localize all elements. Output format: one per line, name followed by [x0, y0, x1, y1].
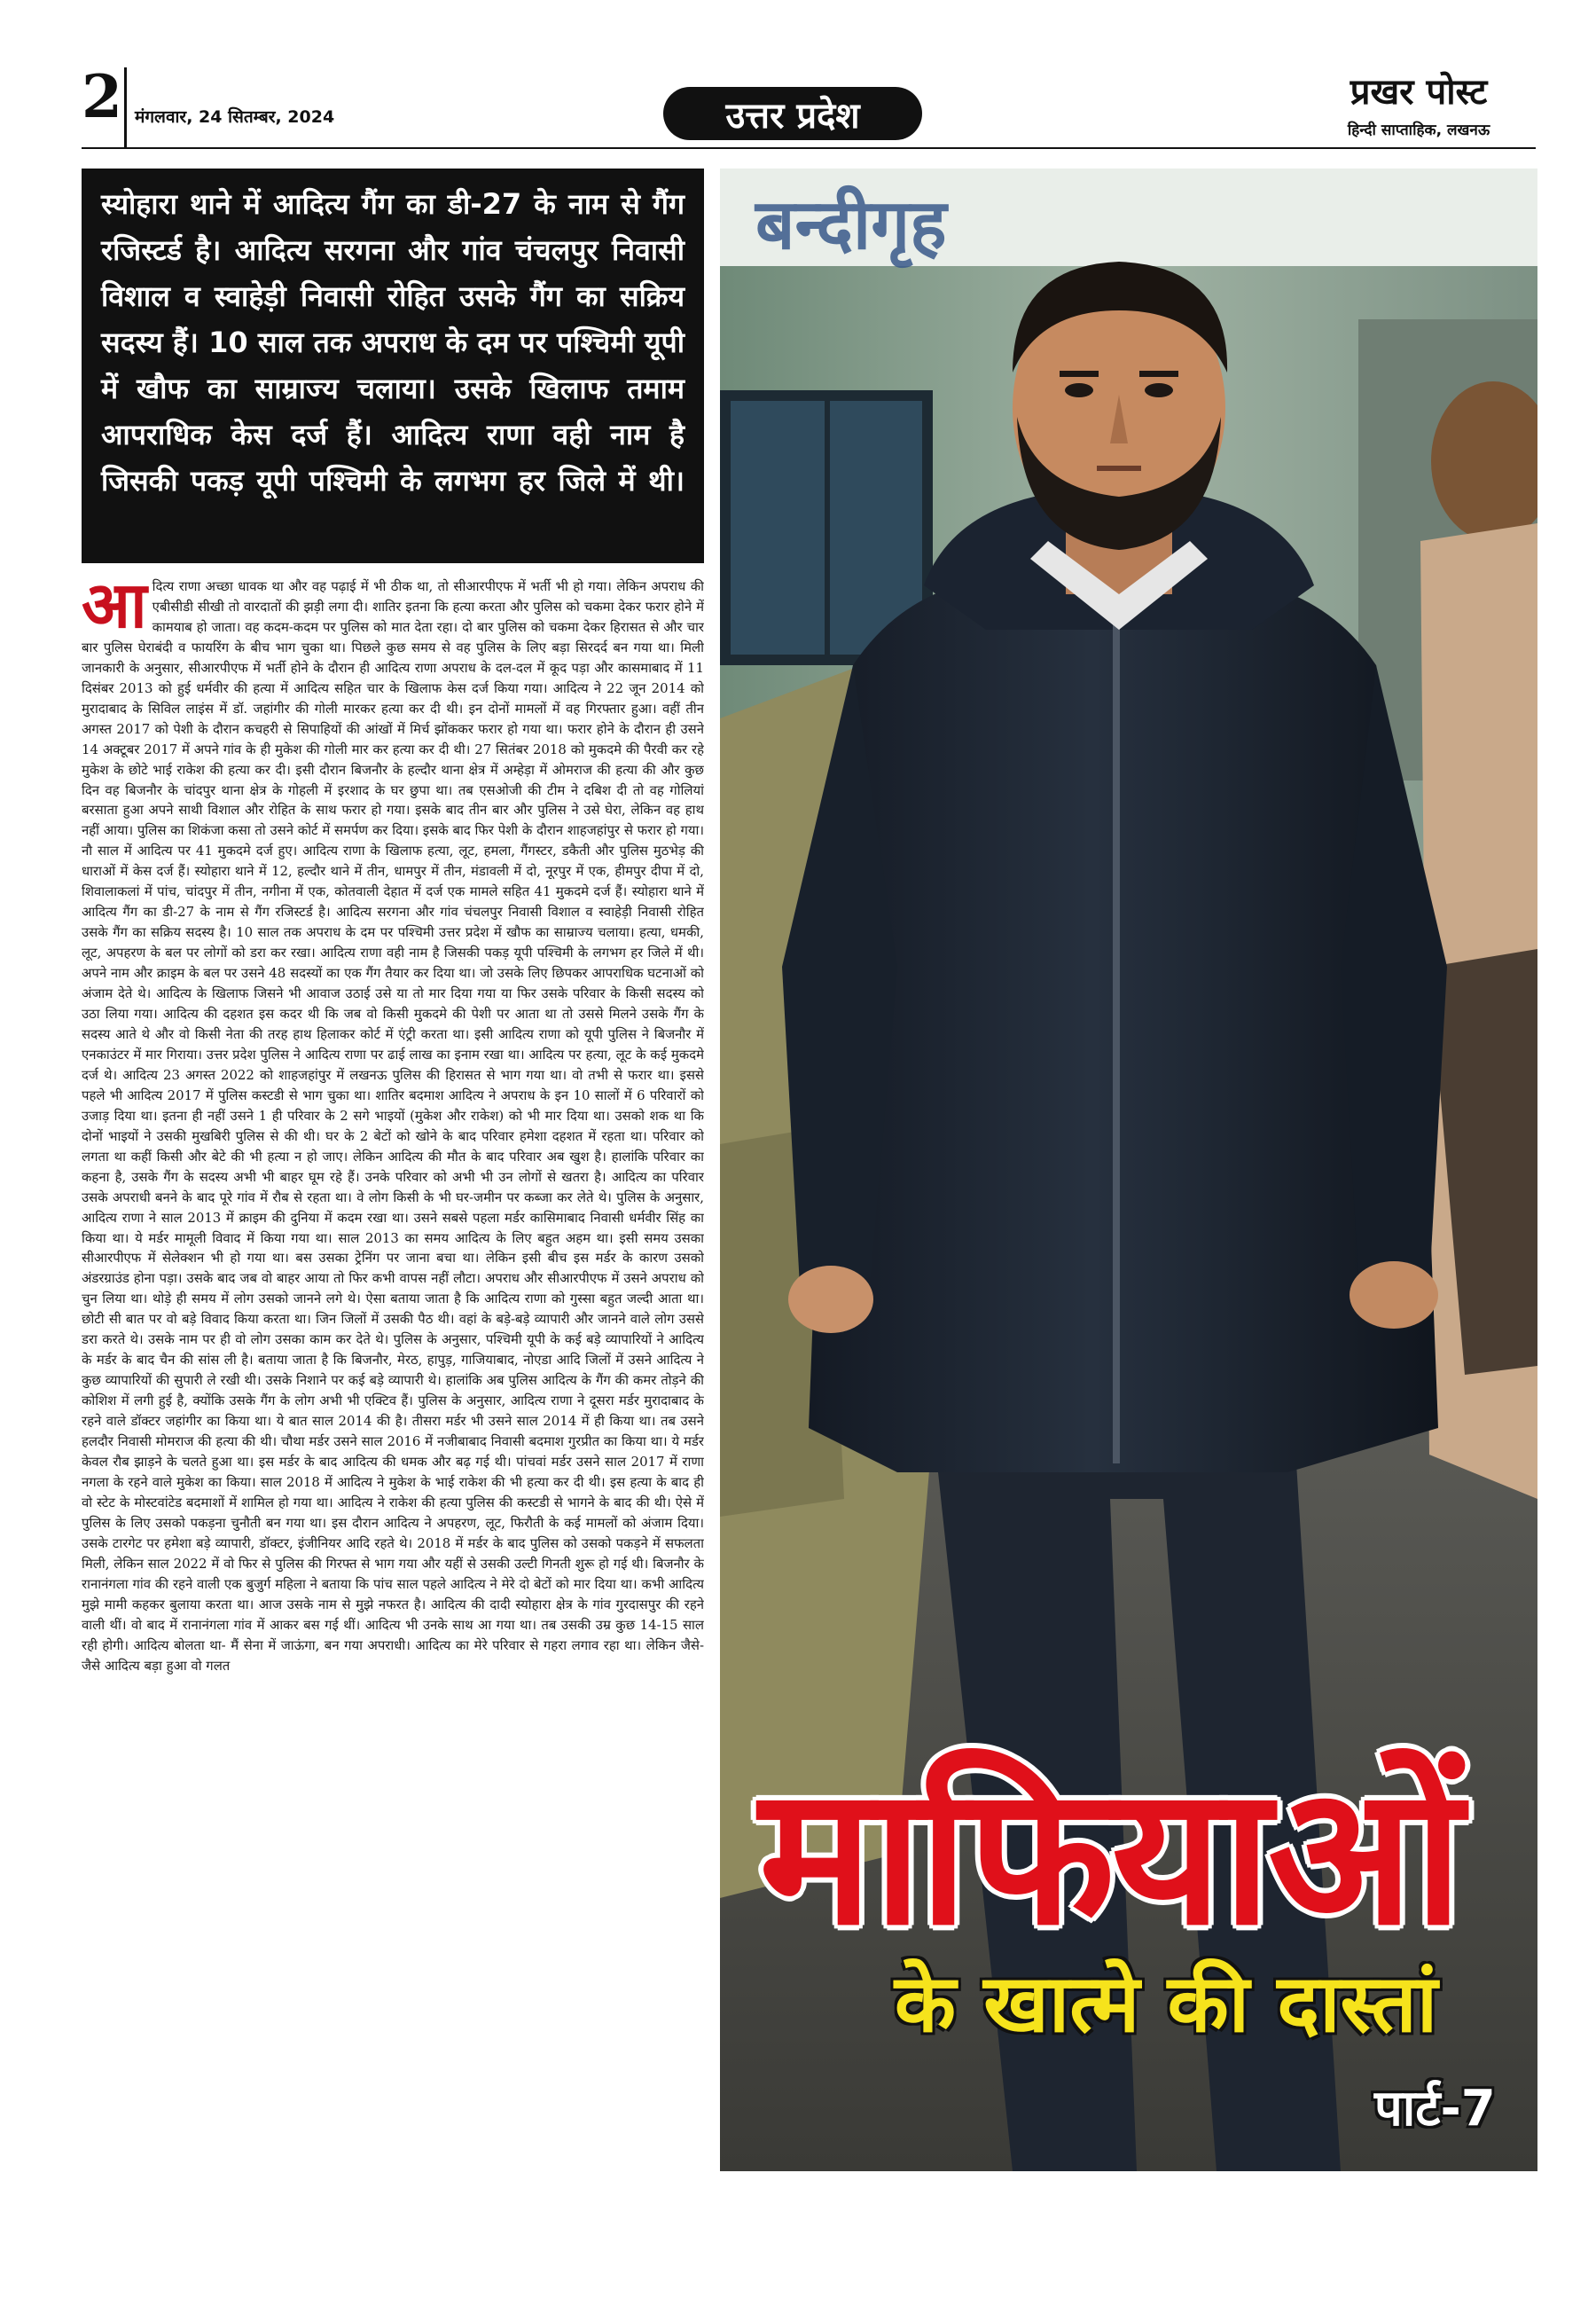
drop-cap: आ — [82, 577, 147, 642]
header-rule — [82, 147, 1536, 149]
wall-sign-text: बन्दीगृह — [755, 185, 947, 265]
pull-quote-text: स्योहारा थाने में आदित्य गैंग का डी-27 के नाम से गैंग रजिस्टर्ड है। आदित्य सरगना और गांव चंचलपुर निवासी विशाल व स्वाहेड़ी निवासी रोहित उसके गैंग का सक्रिय सदस्य हैं। 10 साल तक अपराध के दम पर पश्चिमी यूपी में खौफ का साम्राज्य चलाया। उसके खिलाफ तमाम आपराधिक केस दर्ज हैं। आदित्य राणा वही नाम है जिसकी पकड़ यूपी पश्चिमी के लगभग हर जिले में थी। — [101, 187, 685, 498]
headline-main: माफियाओं — [759, 1745, 1459, 1967]
masthead — [1312, 73, 1525, 139]
pull-quote-box — [82, 169, 704, 563]
series-part-label: पार्ट-7 — [1374, 2080, 1496, 2138]
section-title: उत्तर प्रदेश — [725, 95, 860, 137]
headline-sub: के खात्मे की दास्तां — [894, 1957, 1438, 2051]
masthead-title: प्रखर पोस्ट — [1350, 72, 1488, 113]
article-body — [82, 577, 704, 2164]
masthead-subtitle: हिन्दी साप्ताहिक, लखनऊ — [1347, 122, 1490, 139]
page-number-divider — [124, 67, 127, 149]
article-text: दित्य राणा अच्छा धावक था और वह पढ़ाई में भी ठीक था, तो सीआरपीएफ में भर्ती भी हो गया। लेकिन अपराध की एबीसीडी सीखी तो वारदातों की झड़ी लगा दी। शातिर इतना कि हत्या करता और पुलिस को चकमा देकर फरार होने में कामयाब हो जाता। वह कदम-कदम पर पुलिस को मात देता रहा। दो बार पुलिस को चकमा देकर हिरासत से और चार बार पुलिस घेराबंदी व फायरिंग के बीच भाग चुका था। पिछले कुछ समय से वह पुलिस के लिए बड़ा सिरदर्द बन गया था। मिली जानकारी के अनुसार, सीआरपीएफ में भर्ती होने के दौरान ही आदित्य राणा अपराध के दल-दल में कूद पड़ा और कासमाबाद में 11 दिसंबर 2013 को हुई धर्मवीर की हत्या में आदित्य सहित चार के खिलाफ केस दर्ज किया गया। आदित्य ने 22 जून 2014 को मुरादाबाद के सिविल लाइंस में डॉ. जहांगीर की गोली मारकर हत्या कर दी थी। इन दोनों मामलों में वह गिरफ्तार हुआ। वहीं तीन अगस्त 2017 को पेशी के दौरान कचहरी से सिपाहियों की आंखों में मिर्च झोंककर फरार हो गया था। फरार होने के दौरान ही उसने 14 अक्टूबर 2017 में अपने गांव के ही मुकेश की गोली मार कर हत्या कर दी थी। 27 सितंबर 2018 को मुकदमे की पैरवी कर रहे मुकेश के छोटे भाई राकेश की हत्या कर दी। इसी दौरान बिजनौर के हल्दौर थाना क्षेत्र में अम्हेड़ा में ओमराज की हत्या की और कुछ दिन वह बिजनौर के चांदपुर थाना क्षेत्र के गोहली में इरशाद के घर छुपा था। तब एसओजी की टीम ने दबिश दी तो वह गोलियां बरसाता हुआ अपने साथी विशाल और रोहित के साथ फरार हो गया। इसके बाद तीन बार और पुलिस ने उसे घेरा, लेकिन वह हाथ नहीं आया। पुलिस का शिकंजा कसा तो उसने कोर्ट में समर्पण कर दिया। इसके बाद फिर पेशी के दौरान शाहजहांपुर से फरार हो गया। नौ साल में आदित्य पर 41 मुकदमे दर्ज हुए। आदित्य राणा के खिलाफ हत्या, लूट, हमला, गैंगस्टर, डकैती और पुलिस मुठभेड़ की धाराओं में केस दर्ज हैं। स्योहारा थाने में 12, हल्दौर थाने में तीन, धामपुर में तीन, मंडावली में दो, नूरपुर में एक, हीमपुर दीपा में दो, शिवालाकलां में पांच, चांदपुर में तीन, नगीना में एक, कोतवाली देहात में दर्ज एक मामले सहित 41 मुकदमे दर्ज हैं। स्योहारा थाने में आदित्य गैंग का डी-27 के नाम से गैंग रजिस्टर्ड है। आदित्य सरगना और गांव चंचलपुर निवासी विशाल व स्वाहेड़ी निवासी रोहित उसके गैंग का सक्रिय सदस्य है। 10 साल तक अपराध के दम पर पश्चिमी उत्तर प्रदेश में खौफ का साम्राज्य चलाया। हत्या, धमकी, लूट, अपहरण के बल पर लोगों को डरा कर रखा। आदित्य राणा वही नाम है जिसकी पकड़ यूपी पश्चिमी के लगभग हर जिले में थी। अपने नाम और क्राइम के बल पर उसने 48 सदस्यों का एक गैंग तैयार कर दिया था। जो उसके लिए छिपकर आपराधिक घटनाओं को अंजाम देते थे। आदित्य के खिलाफ जिसने भी आवाज उठाई उसे या तो मार दिया गया या फिर उसके परिवार के किसी सदस्य को उठा लिया गया। आदित्य की दहशत इस कदर थी कि जब वो किसी मुकदमे की पेशी पर आता था तो उससे मिलने उसके गैंग के सदस्य आते थे और वो किसी नेता की तरह हाथ हिलाकर कोर्ट में एंट्री करता था। इसी आदित्य राणा को यूपी पुलिस ने बिजनौर में एनकाउंटर में मार गिराया। उत्तर प्रदेश पुलिस ने आदित्य राणा पर ढाई लाख का इनाम रखा था। आदित्य पर हत्या, लूट के कई मुकदमे दर्ज थे। आदित्य 23 अगस्त 2022 को शाहजहांपुर में लखनऊ पुलिस की हिरासत से भाग गया था। वो तभी से फरार था। इससे पहले भी आदित्य 2017 में पुलिस कस्टडी से भाग चुका था। शातिर बदमाश आदित्य ने अपराध के इन 10 सालों में 6 परिवारों को उजाड़ दिया था। इतना ही नहीं उसने 1 ही परिवार के 2 सगे भाइयों (मुकेश और राकेश) को भी मार दिया था। उसको शक था कि दोनों भाइयों ने उसकी मुखबिरी पुलिस से की थी। घर के 2 बेटों को खोने के बाद परिवार हमेशा दहशत में रहता था। परिवार को लगता था कहीं किसी और बेटे की भी हत्या न हो जाए। लेकिन आदित्य की मौत के बाद परिवार अब खुश है। हालांकि परिवार का कहना है, उसके गैंग के सदस्य अभी भी बाहर घूम रहे हैं। उनके परिवार को अभी भी उन लोगों से खतरा है। आदित्य का परिवार उसके अपराधी बनने के बाद पूरे गांव में रौब से रहता था। वे लोग किसी के भी घर-जमीन पर कब्जा कर लेते थे। पुलिस के अनुसार, आदित्य राणा ने साल 2013 में क्राइम की दुनिया में कदम रखा था। उसने सबसे पहला मर्डर कासिमाबाद निवासी धर्मवीर सिंह का किया था। ये मर्डर मामूली विवाद में किया गया था। साल 2013 का समय आदित्य के लिए बहुत अहम था। इसी समय उसका सीआरपीएफ में सेलेक्शन भी हो गया था। बस उसका ट्रेनिंग पर जाना बचा था। लेकिन इसी बीच इस मर्डर के कारण उसको अंडरग्राउंड होना पड़ा। उसके बाद जब वो बाहर आया तो फिर कभी वापस नहीं लौटा। अपराध और सीआरपीएफ में उसने अपराध को चुन लिया था। थोड़े ही समय में लोग उसको जानने लगे थे। ऐसा बताया जाता है कि आदित्य राणा को गुस्सा बहुत जल्दी आता था। छोटी सी बात पर वो बड़े विवाद किया करता था। जिन जिलों में उसकी पैठ थी। वहां के बड़े-बड़े व्यापारी और जानने वाले लोग उससे डरा करते थे। उसके नाम पर ही वो लोग उसका काम कर देते थे। पुलिस के अनुसार, पश्चिमी यूपी के कई बड़े व्यापारियों ने आदित्य के मर्डर के बाद चैन की सांस ली है। बताया जाता है कि बिजनौर, मेरठ, हापुड़, गाजियाबाद, नोएडा आदि जिलों में उसने आदित्य ने कुछ व्यापारियों की सुपारी ले रखी थी। उसके निशाने पर कई बड़े व्यापारी थे। हालांकि अब पुलिस आदित्य के गैंग की कमर तोड़ने की कोशिश में लगी हुई है, क्योंकि उसके गैंग के लोग अभी भी एक्टिव हैं। पुलिस के अनुसार, आदित्य राणा ने दूसरा मर्डर मुरादाबाद के रहने वाले डॉक्टर जहांगीर का किया था। ये बात साल 2014 की है। तीसरा मर्डर भी उसने साल 2014 में ही किया था। तब उसने हलदौर निवासी मोमराज की हत्या की थी। चौथा मर्डर उसने साल 2016 में नजीबाबाद निवासी बदमाश गुरप्रीत का किया था। ये मर्डर केवल रौब झाड़ने के चलते हुआ था। इस मर्डर के बाद आदित्य की धमक और बढ़ गई थी। पांचवां मर्डर उसने साल 2017 में राणा नगला के रहने वाले मुकेश का किया। साल 2018 में आदित्य ने मुकेश के भाई राकेश की भी हत्या कर दी थी। इस हत्या के बाद ही वो स्टेट के मोस्टवांटेड बदमाशों में शामिल हो गया था। आदित्य ने राकेश की हत्या पुलिस की कस्टडी से भागने के बाद की थी। ऐसे में पुलिस के लिए उसको पकड़ना चुनौती बन गया था। इस दौरान आदित्य ने अपहरण, लूट, फिरौती के कई मामलों को अंजाम दिया। उसके टारगेट पर हमेशा बड़े व्यापारी, डॉक्टर, इंजीनियर आदि रहते थे। 2018 में मर्डर के बाद पुलिस को उसको पकड़ने में सफलता मिली, लेकिन साल 2022 में वो फिर से पुलिस की गिरफ्त से भाग गया और यहीं से उसकी उल्टी गिनती शुरू हो गई थी। बिजनौर के रानानंगला गांव की रहने वाली एक बुजुर्ग महिला ने बताया कि पांच साल पहले आदित्य ने मेरे दो बेटों को मार दिया था। कभी आदित्य मुझे मामी कहकर बुलाया करता था। आज उसके नाम से मुझे नफरत है। आदित्य की दादी स्योहारा क्षेत्र के गांव गुरदासपुर की रहने वाली थीं। वो बाद में रानानंगला गांव में आकर बस गई थीं। आदित्य भी उनके साथ आ गया था। तब उसकी उम्र कुछ 14-15 साल रही होगी। आदित्य बोलता था- मैं सेना में जाऊंगा, बन गया अपराधी। आदित्य का मेरे परिवार से गहरा लगाव रहा था। लेकिन जैसे-जैसे आदित्य बड़ा हुआ वो गलत — [82, 578, 704, 1674]
page-number: 2 — [82, 62, 122, 131]
issue-date: मंगलवार, 24 सितम्बर, 2024 — [135, 107, 335, 127]
section-banner — [663, 87, 922, 140]
